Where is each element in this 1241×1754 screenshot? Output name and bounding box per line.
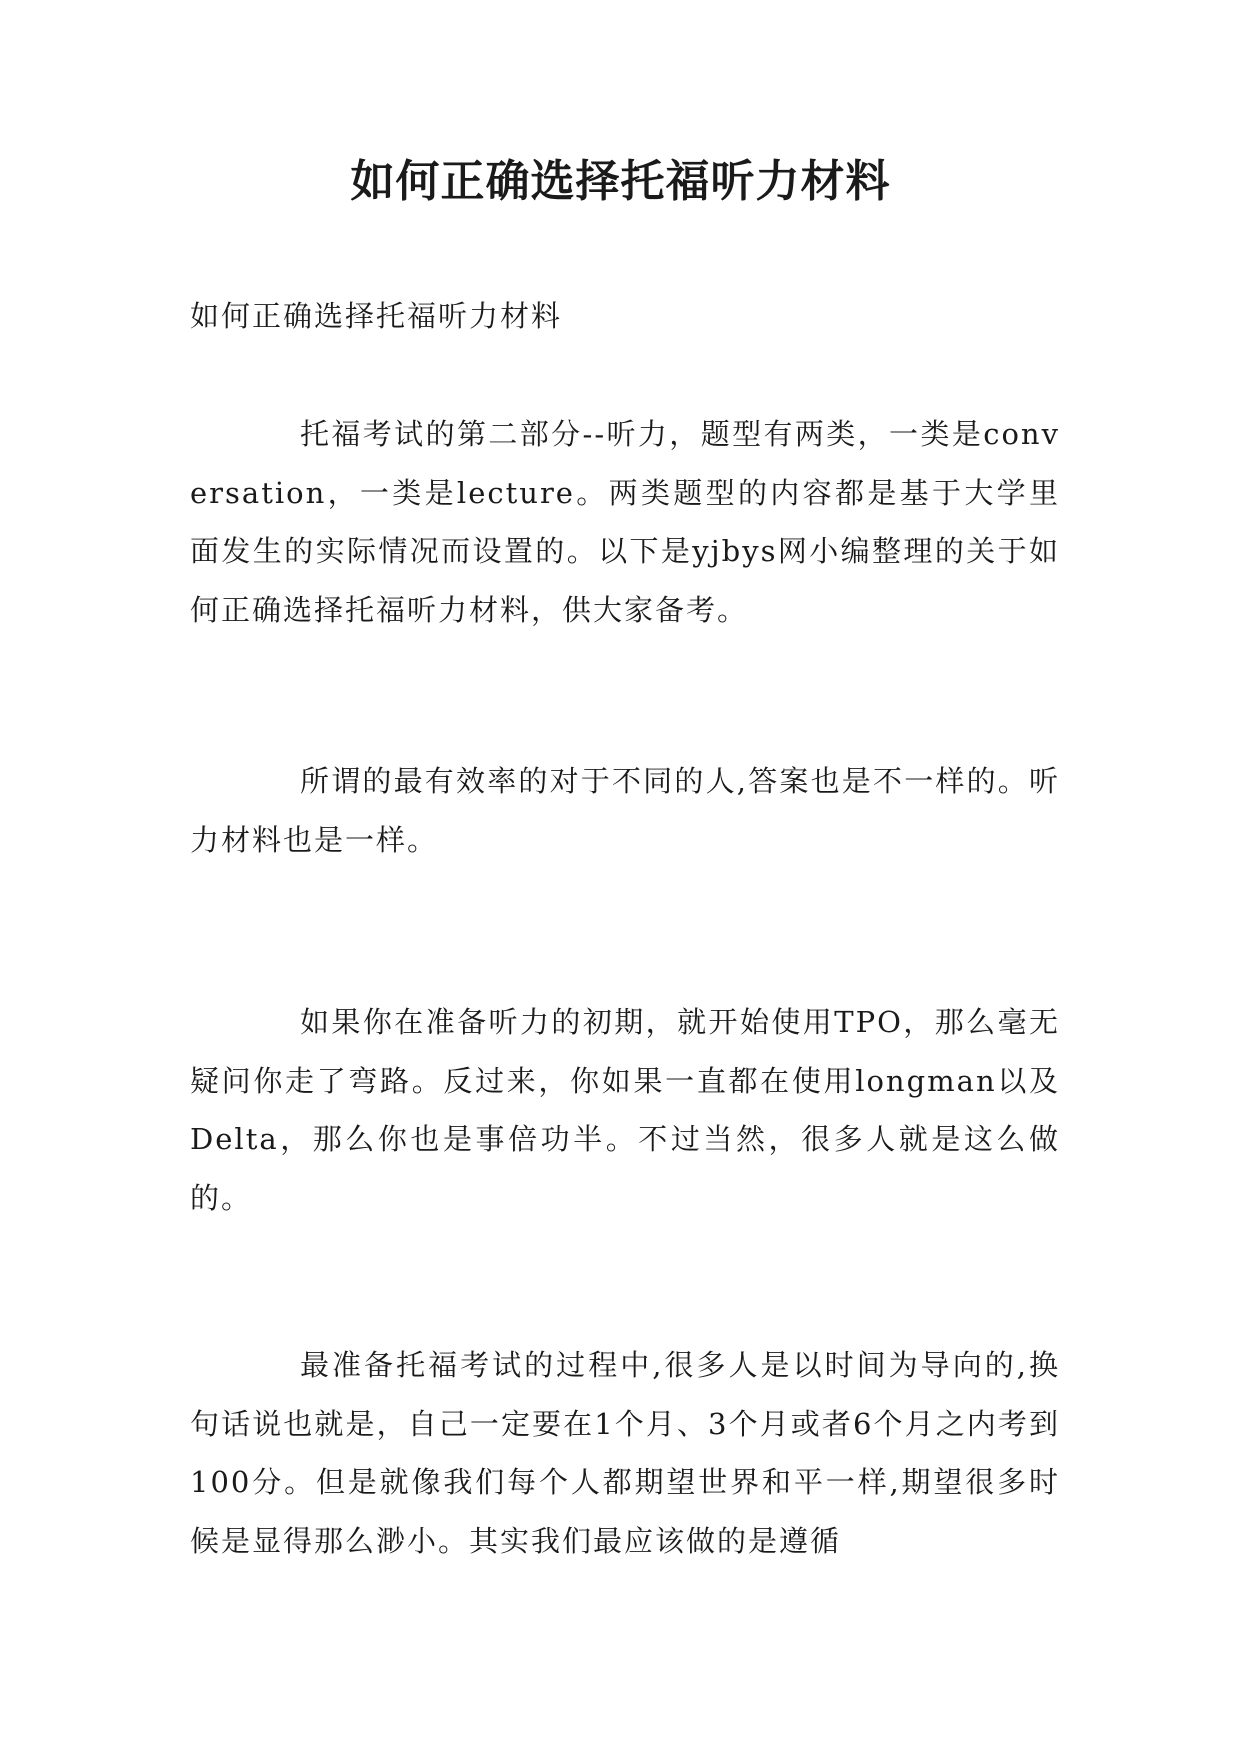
paragraph-time-oriented: 最准备托福考试的过程中,很多人是以时间为导向的,换句话说也就是，自己一定要在1个月、3个月或者6个月之内考到100分。但是就像我们每个人都期望世界和平一样,期望很多时候是显得那么渺小。其实我们最应该做的是遵循 xyxy=(190,1348,1060,1558)
paragraph-efficiency: 所谓的最有效率的对于不同的人,答案也是不一样的。听力材料也是一样。 xyxy=(190,764,1060,857)
document-title: 如何正确选择托福听力材料 xyxy=(350,156,891,207)
document-subtitle: 如何正确选择托福听力材料 xyxy=(190,299,563,333)
paragraph-intro: 托福考试的第二部分--听力，题型有两类，一类是conversation，一类是lecture。两类题型的内容都是基于大学里面发生的实际情况而设置的。以下是yjbys网小编整理的关于如何正确选择托福听力材料，供大家备考。 xyxy=(190,417,1060,627)
paragraph-tpo: 如果你在准备听力的初期，就开始使用TPO，那么毫无疑问你走了弯路。反过来，你如果一直都在使用longman以及Delta，那么你也是事倍功半。不过当然，很多人就是这么做的。 xyxy=(190,1005,1060,1215)
